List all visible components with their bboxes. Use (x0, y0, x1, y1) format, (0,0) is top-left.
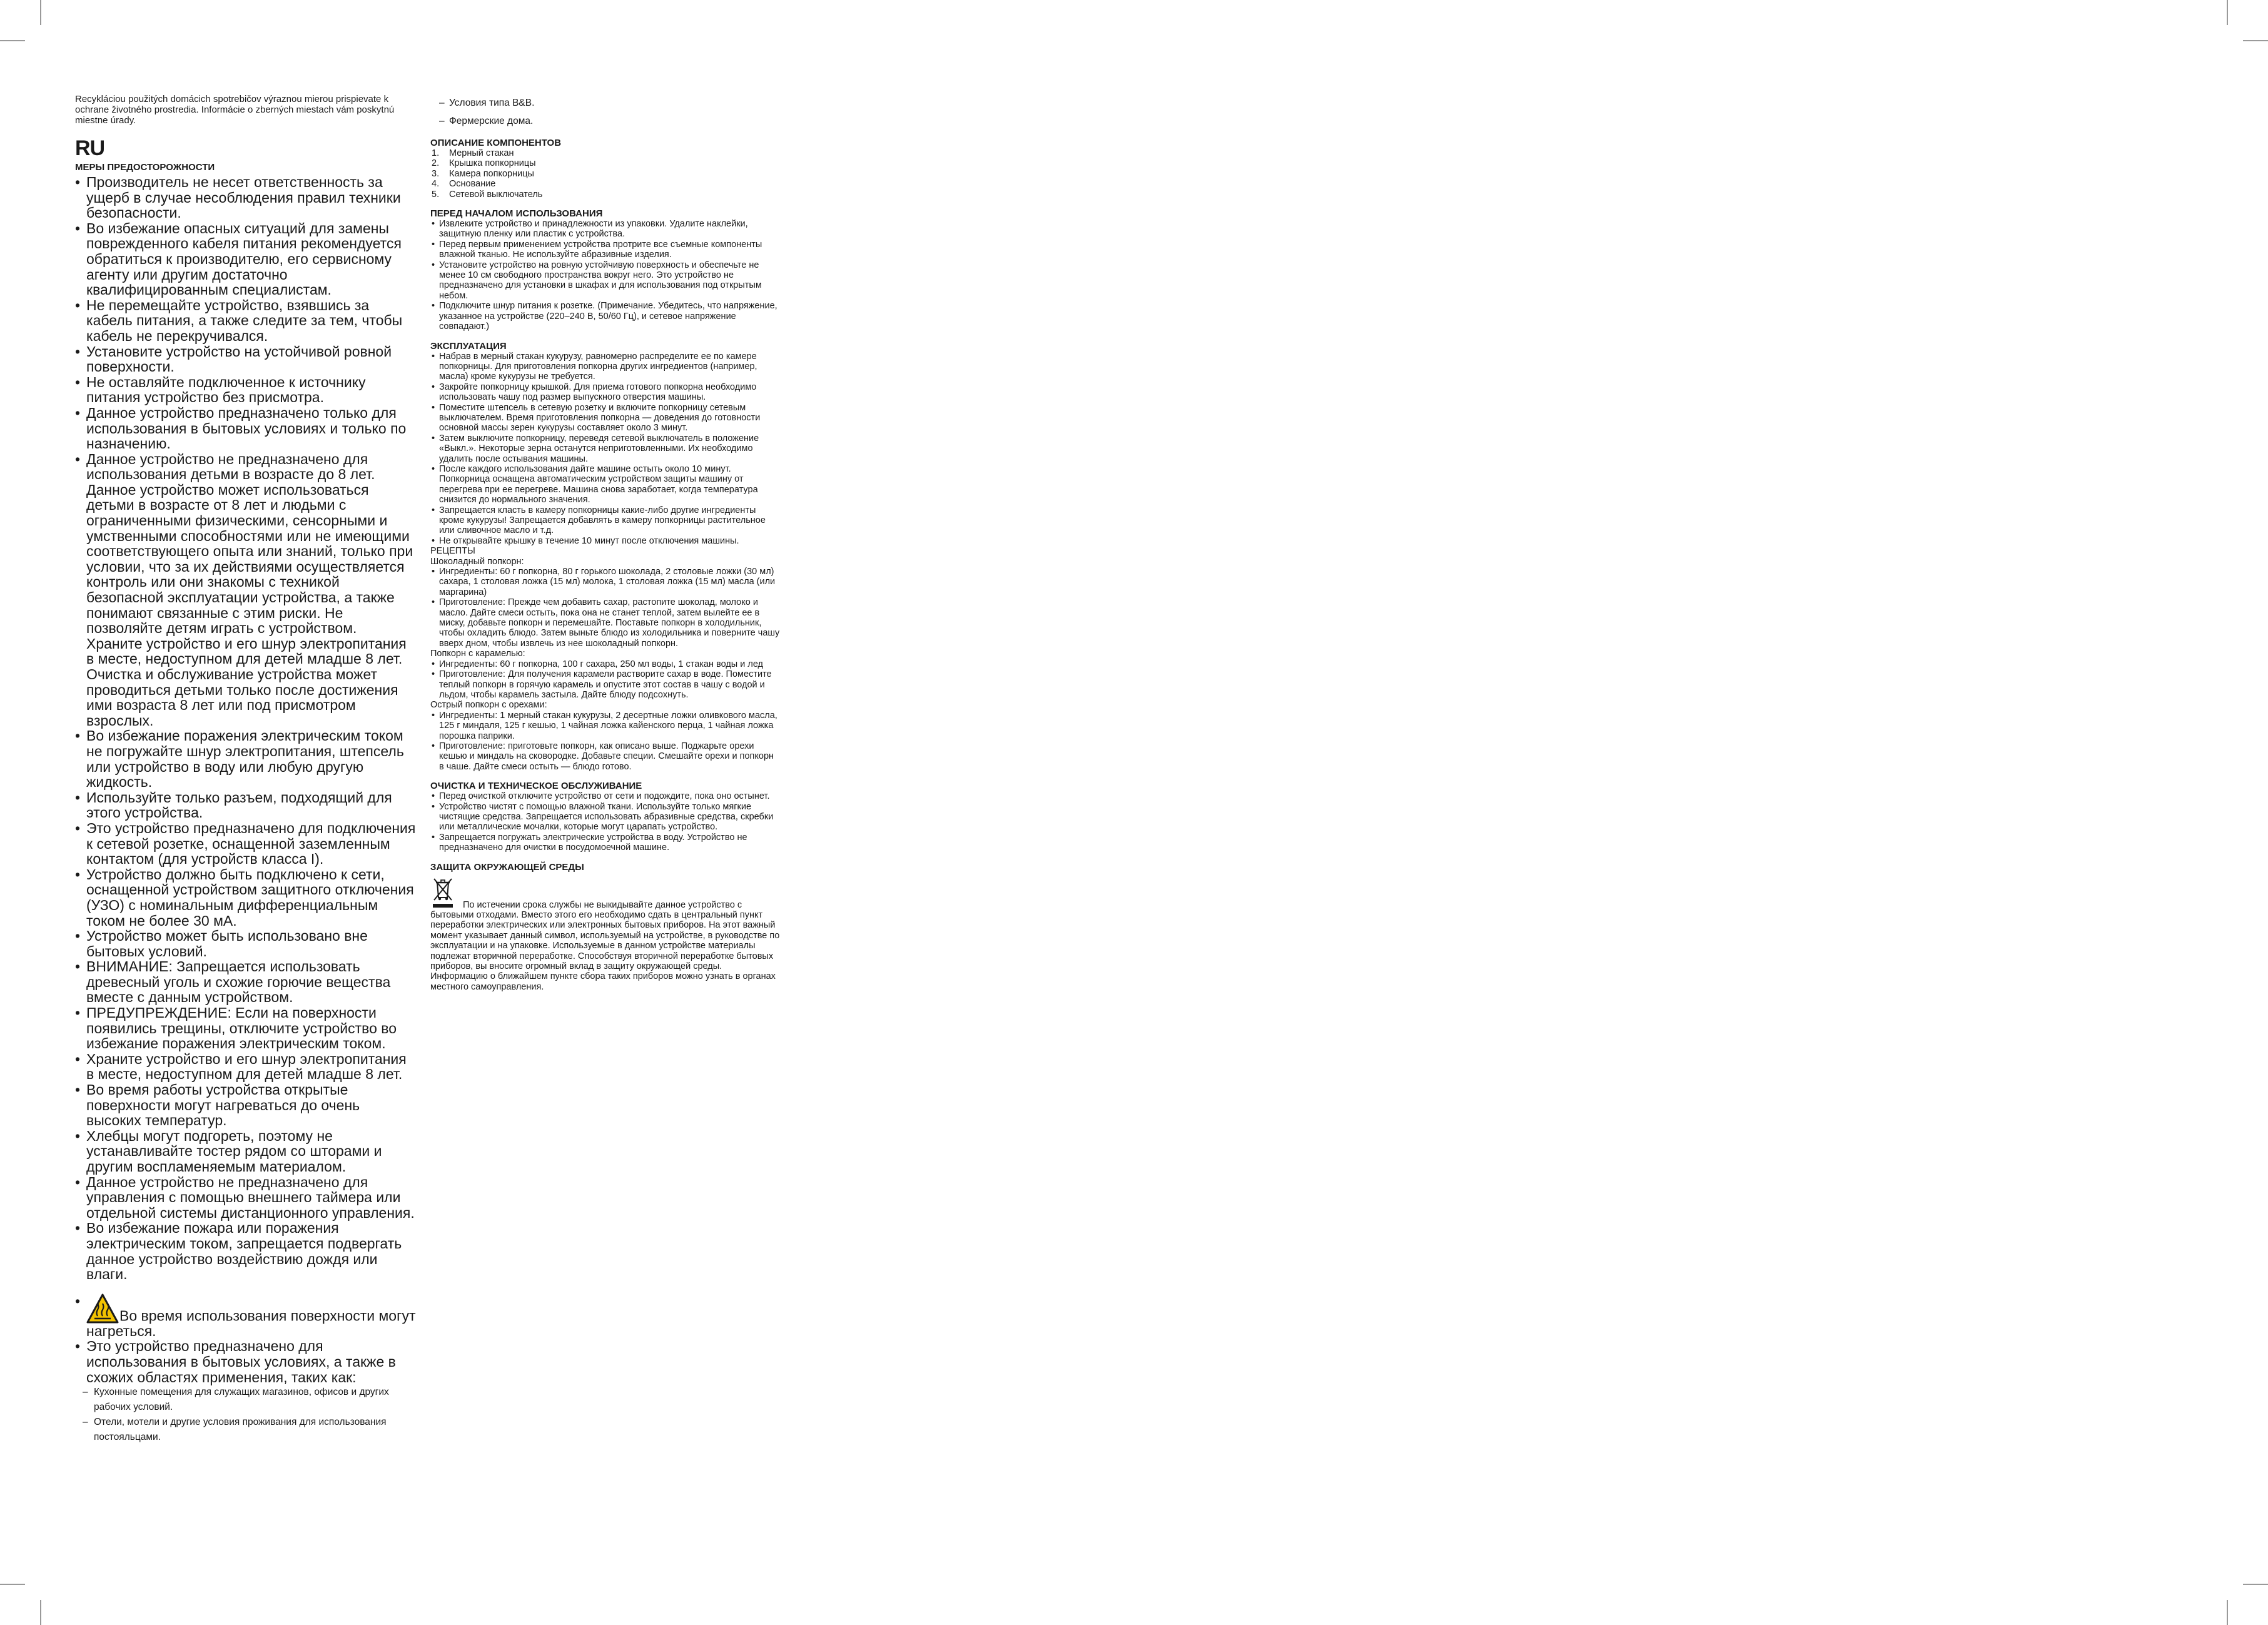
list-item: • Ингредиенты: 60 г попкорна, 100 г сахара, 250 мл воды, 1 стакан воды и лед (430, 659, 781, 669)
list-item (430, 190, 781, 200)
list-item: • Установите устройство на устойчивой ровной поверхности. (75, 344, 416, 375)
list-item: • Используйте только разъем, подходящий для этого устройства. (75, 790, 416, 821)
crop-mark-top-right-horizontal (2243, 40, 2268, 41)
item-number: 5. (432, 189, 440, 200)
column-middle (430, 94, 781, 992)
list-item: • Это устройство предназначено для использования в бытовых условиях, а также в схожих областях применения, таких как: (75, 1339, 416, 1385)
components-list (430, 148, 781, 200)
crop-mark-top-left-horizontal (0, 40, 25, 41)
crop-mark-bottom-left-vertical (40, 1600, 41, 1625)
list-item: • Поместите штепсель в сетевую розетку и включите попкорницу сетевым выключателем. Время приготовления попкорна — доведения до готовности основной массы зерен кукурузы составляет около 3 минут. (430, 403, 781, 433)
caramel-recipe-title: Попкорн с карамелью: (430, 649, 525, 659)
household-cases-list (75, 1385, 416, 1445)
list-item: • Устройство должно быть подключено к сети, оснащенной устройством защитного отключения (УЗО) с номинальным дифференциальным током не более 30 мА. (75, 867, 416, 928)
hot-surface-warning-icon (86, 1293, 119, 1324)
item-label: Крышка попкорницы (449, 158, 536, 169)
precautions-heading: МЕРЫ ПРЕДОСТОРОЖНОСТИ (75, 162, 215, 173)
list-item: • Ингредиенты: 1 мерный стакан кукурузы, 2 десертные ложки оливкового масла, 125 г миндаля, 125 г кешью, 1 чайная ложка кайенского перца, 1 чайная ложка порошка паприки. (430, 711, 781, 741)
item-label: Мерный стакан (449, 148, 514, 158)
list-item: – Отели, мотели и другие условия проживания для использования постояльцами. (75, 1415, 416, 1445)
list-item: • Не открывайте крышку в течение 10 минут после отключения машины. (430, 536, 781, 546)
spicy-recipe-title: Острый попкорн с орехами: (430, 700, 547, 711)
item-number: 1. (432, 148, 440, 158)
list-item (430, 179, 781, 189)
list-item: • Приготовление: Для получения карамели растворите сахар в воде. Поместите теплый попкорн в горячую карамель и опустите этот состав в чашу с водой и льдом, чтобы карамель застыла. Дайте блюду подсохнуть. (430, 669, 781, 700)
environment-block (430, 876, 781, 993)
list-item: • Во избежание поражения электрическим током не погружайте шнур электропитания, штепсель или устройство в воду или любую другую жидкость. (75, 728, 416, 789)
list-item: – Условия типа B&B. (430, 94, 781, 112)
crop-mark-bottom-right-horizontal (2243, 1584, 2268, 1585)
list-item: • Устройство чистят с помощью влажной ткани. Используйте только мягкие чистящие средства. Запрещается использовать абразивные средства, скребки или металлические мочалки, которые могут царапать устройство. (430, 802, 781, 833)
list-item: • Затем выключите попкорницу, переведя сетевой выключатель в положение «Выкл.». Некоторые зерна останутся неприготовленными. Их необходимо удалить после остывания машины. (430, 433, 781, 464)
recycling-intro-sk: Recykláciou použitých domácich spotrebičov výraznou mierou prispievate k ochrane životného prostredia. Informácie o zberných miestach vám poskytnú miestne úrady. (75, 94, 395, 126)
environment-text: По истечении срока службы не выкидывайте данное устройство с бытовыми отходами. Вместо этого его необходимо сдать в центральный пункт переработки электрических или электронных бытовых приборов. На этот важный момент указывает данный символ, используемый на устройстве, в руководстве по эксплуатации и на упаковке. Используемые в данном устройстве материалы подлежат вторичной переработке. Способствуя вторичной переработке бытовых приборов, вы вносите огромный вклад в защиту окружающей среды. Информацию о ближайшем пункте сбора таких приборов можно узнать в органах местного самоуправления. (430, 899, 780, 992)
language-code: RU (75, 136, 105, 160)
list-item: • После каждого использования дайте машине остыть около 10 минут. Попкорница оснащена автоматическим устройством защиты машину от перегрева при ее перегреве. Машина снова заработает, когда температура снизится до нормального значения. (430, 464, 781, 505)
list-item: • Во время работы устройства открытые поверхности могут нагреваться до очень высоких температур. (75, 1082, 416, 1128)
list-item: • ПРЕДУПРЕЖДЕНИЕ: Если на поверхности появились трещины, отключите устройство во избежание поражения электрическим током. (75, 1005, 416, 1051)
item-label: Сетевой выключатель (449, 189, 543, 200)
item-label: Камера попкорницы (449, 168, 534, 179)
list-item: • Перед первым применением устройства протрите все съемные компоненты влажной тканью. Не используйте абразивные изделия. (430, 240, 781, 260)
list-item (430, 148, 781, 158)
list-item (430, 169, 781, 179)
list-item: • Приготовление: Прежде чем добавить сахар, растопите шоколад, молоко и масло. Дайте смеси остыть, пока она не станет теплой, затем вылейте ее в миску, добавьте попкорн и перемешайте. Поставьте попкорн в холодильник, чтобы охладить блюдо. Затем выньте блюдо из холодильника и поверните чашу вверх дном, чтобы извлечь из нее шоколадный попкорн. (430, 597, 781, 649)
list-item: • Запрещается класть в камеру попкорницы какие-либо другие ингредиенты кроме кукурузы! Запрещается добавлять в камеру попкорницы растительное или сливочное масло и т.д. (430, 505, 781, 536)
list-item: • Набрав в мерный стакан кукурузу, равномерно распределите ее по камере попкорницы. Для приготовления попкорна других ингредиентов (например, масла) кроме кукурузы не требуется. (430, 352, 781, 382)
list-item: • Перед очисткой отключите устройство от сети и подождите, пока оно остынет. (430, 791, 781, 801)
choc-recipe-list (430, 567, 781, 649)
list-item: • Не перемещайте устройство, взявшись за кабель питания, а также следите за тем, чтобы кабель не перекручивался. (75, 298, 416, 344)
list-item: • Данное устройство не предназначено для управления с помощью внешнего таймера или отдельной системы дистанционного управления. (75, 1175, 416, 1221)
before-use-heading: ПЕРЕД НАЧАЛОМ ИСПОЛЬЗОВАНИЯ (430, 208, 603, 220)
spicy-recipe-list (430, 711, 781, 772)
list-item: • Закройте попкорницу крышкой. Для приема готового попкорна необходимо использовать чашу под размер выпускного отверстия машины. (430, 382, 781, 403)
cleaning-list (430, 791, 781, 853)
cleaning-heading: ОЧИСТКА И ТЕХНИЧЕСКОЕ ОБСЛУЖИВАНИЕ (430, 781, 642, 792)
list-item: • Запрещается погружать электрические устройства в воду. Устройство не предназначено для очистки в посудомоечной машине. (430, 833, 781, 853)
list-item: – Кухонные помещения для служащих магазинов, офисов и других рабочих условий. (75, 1385, 416, 1415)
list-item: • Устройство может быть использовано вне бытовых условий. (75, 928, 416, 959)
item-number: 3. (432, 168, 440, 179)
list-item: • Не оставляйте подключенное к источнику питания устройство без присмотра. (75, 375, 416, 405)
list-item: • ВНИМАНИЕ: Запрещается использовать древесный уголь и схожие горючие вещества вместе с данным устройством. (75, 959, 416, 1005)
crop-mark-top-right-vertical (2227, 0, 2228, 25)
hot-surface-item (75, 1293, 416, 1339)
crop-mark-bottom-right-vertical (2227, 1600, 2228, 1625)
list-item: • Извлеките устройство и принадлежности из упаковки. Удалите наклейки, защитную пленку или пластик с устройства. (430, 219, 781, 240)
caramel-recipe-list (430, 659, 781, 701)
crossed-out-wheelie-bin-icon (430, 876, 455, 909)
item-number: 2. (432, 158, 440, 169)
crop-mark-top-left-vertical (40, 0, 41, 25)
list-item: • Данное устройство предназначено только для использования в бытовых условиях и только по назначению. (75, 405, 416, 452)
list-item: • Производитель не несет ответственность за ущерб в случае несоблюдения правил техники безопасности. (75, 175, 416, 221)
list-item: • Подключите шнур питания к розетке. (Примечание. Убедитесь, что напряжение, указанное на устройстве (220–240 В, 50/60 Гц), и сетевое напряжение совпадают.) (430, 301, 781, 332)
column-left (75, 94, 416, 1445)
list-item: • Приготовление: приготовьте попкорн, как описано выше. Поджарьте орехи кешью и миндаль на сковородке. Добавьте специи. Смешайте орехи и попкорн в чаше. Дайте смеси остыть — блюдо готово. (430, 741, 781, 772)
list-item: • Во избежание пожара или поражения электрическим током, запрещается подвергать данное устройство воздействию дождя или влаги. (75, 1220, 416, 1282)
list-item (430, 158, 781, 168)
list-item: • Установите устройство на ровную устойчивую поверхность и обеспечьте не менее 10 см свободного пространства вокруг него. Это устройство не предназначено для установки в шкафах и для использования под открытым небом. (430, 260, 781, 301)
environment-heading: ЗАЩИТА ОКРУЖАЮЩЕЙ СРЕДЫ (430, 861, 584, 873)
components-heading: ОПИСАНИЕ КОМПОНЕНТОВ (430, 138, 562, 148)
list-item: • Ингредиенты: 60 г попкорна, 80 г горького шоколада, 2 столовые ложки (30 мл) сахара, 1 столовая ложка (15 мл) молока, 1 столовая ложка (15 мл) масла (или маргарина) (430, 567, 781, 597)
crop-mark-bottom-left-horizontal (0, 1584, 25, 1585)
recipes-heading: РЕЦЕПТЫ (430, 546, 475, 557)
list-item: – Фермерские дома. (430, 112, 781, 130)
operation-heading: ЭКСПЛУАТАЦИЯ (430, 340, 507, 352)
item-number: 4. (432, 179, 440, 190)
choc-recipe-title: Шоколадный попкорн: (430, 556, 524, 567)
list-item: • Храните устройство и его шнур электропитания в месте, недоступном для детей младше 8 лет. (75, 1051, 416, 1082)
item-label: Основание (449, 179, 496, 190)
list-item: • Данное устройство не предназначено для использования детьми в возрасте до 8 лет. Данное устройство может использоваться детьми в возрасте от 8 лет и людьми с ограниченными физическими, сенсорными и умственными способностями или не имеющими соответствующего опыта или знаний, только при условии, что за их действиями осуществляется контроль или они знакомы с техникой безопасной эксплуатации устройства, а также понимают связанные с этим риски. Не позволяйте детям играть с устройством. Храните устройство и его шнур электропитания в месте, недоступном для детей младше 8 лет. Очистка и обслуживание устройства может проводиться детьми только после достижения ими возраста 8 лет или под присмотром взрослых. (75, 452, 416, 729)
list-item: • Во избежание опасных ситуаций для замены поврежденного кабеля питания рекомендуется обратиться к производителю, его сервисному агенту или другим достаточно квалифицированным специалистам. (75, 221, 416, 298)
list-item: • Это устройство предназначено для подключения к сетевой розетке, оснащенной заземленным контактом (для устройств класса I). (75, 821, 416, 867)
list-item: • Хлебцы могут подгореть, поэтому не устанавливайте тостер рядом со шторами и другим воспламеняемым материалом. (75, 1128, 416, 1175)
household-cases-continued-list (430, 94, 781, 130)
precautions-list (75, 175, 416, 1385)
hot-surface-text: Во время использования поверхности могут нагреться. (86, 1307, 416, 1339)
operation-list (430, 352, 781, 547)
before-use-list (430, 219, 781, 332)
